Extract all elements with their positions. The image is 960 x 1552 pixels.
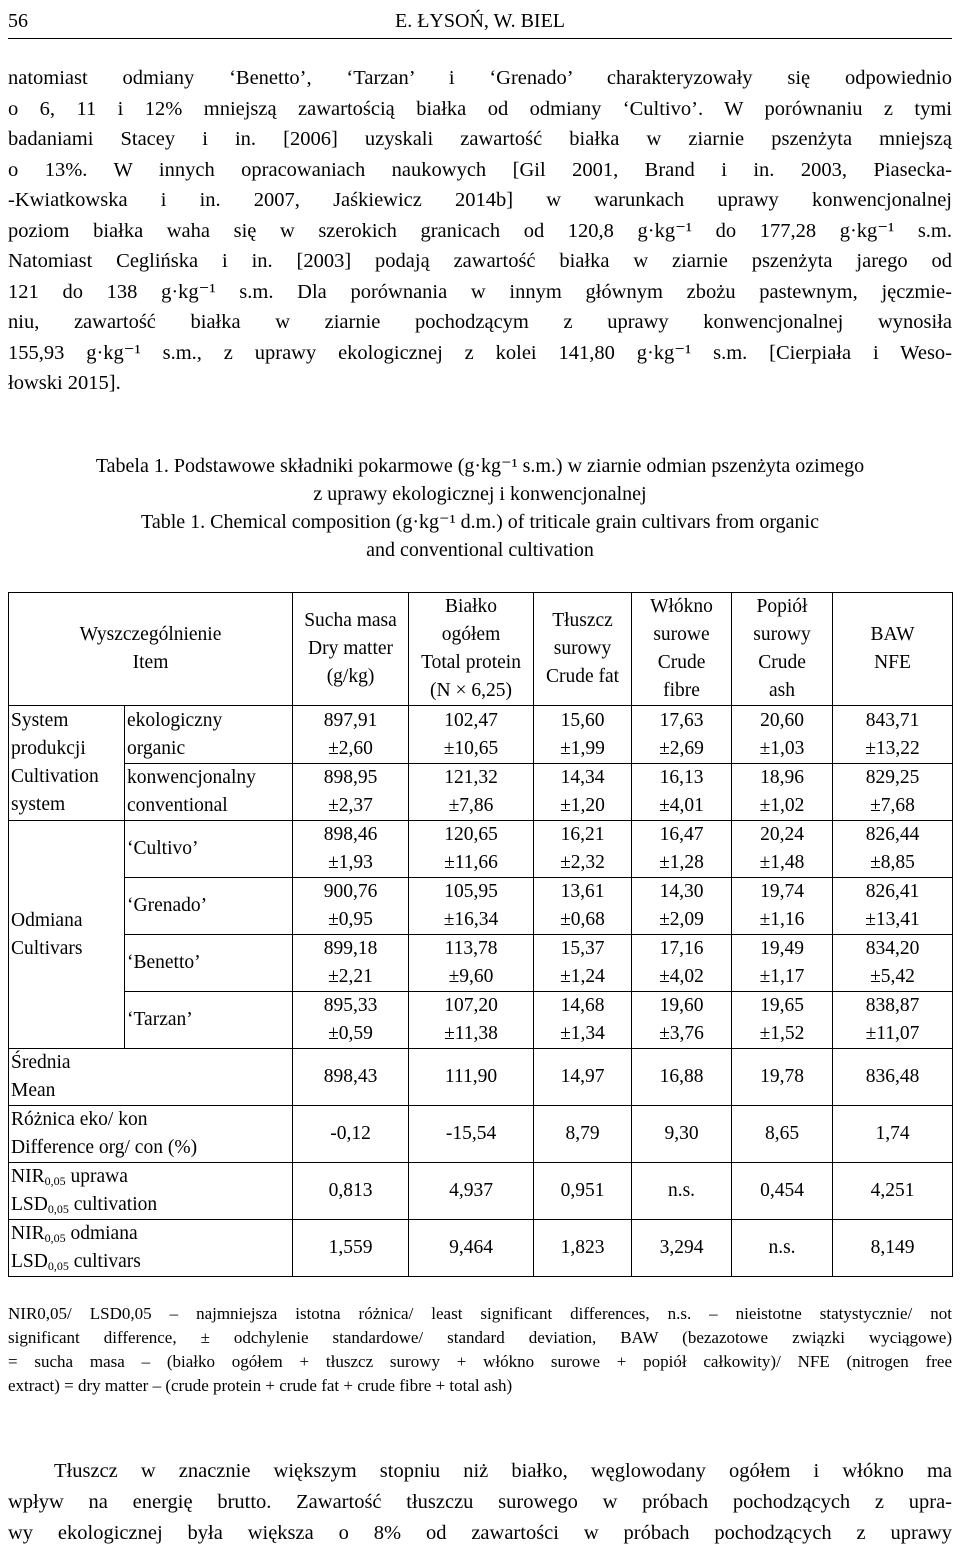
header-line: Sucha masa bbox=[304, 610, 397, 631]
label-line: conventional bbox=[127, 795, 228, 816]
value: 826,44 bbox=[865, 824, 920, 845]
header-line: Crude fat bbox=[545, 666, 620, 687]
sd: ±13,41 bbox=[865, 909, 920, 930]
sd: ±7,68 bbox=[870, 795, 915, 816]
row-label bbox=[125, 706, 293, 764]
cell bbox=[632, 935, 732, 992]
sd: ±1,17 bbox=[759, 966, 805, 987]
header-line: Dry matter bbox=[308, 638, 394, 659]
label-text: odmiana bbox=[65, 1223, 138, 1244]
cell: 898,43 bbox=[293, 1049, 409, 1106]
footnote-line: extract) = dry matter – (crude protein + crude fat + crude fibre + total ash) bbox=[8, 1376, 513, 1395]
text-line: niu, zawartość białka w ziarnie pochodzącym z uprawy konwencjonalnej wynosiła bbox=[8, 311, 952, 333]
lsd-cultivars-row bbox=[9, 1220, 953, 1277]
value: 843,71 bbox=[865, 709, 920, 731]
table-row bbox=[9, 935, 953, 992]
cell: 14,97 bbox=[534, 1049, 632, 1106]
text-line: Natomiast Ceglińska i in. [2003] podają zawartość białka w ziarnie pszenżyta jarego od bbox=[8, 250, 952, 272]
cell: 0,951 bbox=[534, 1163, 632, 1220]
cell bbox=[534, 764, 632, 821]
value: 14,68 bbox=[560, 995, 605, 1016]
text-line: -Kwiatkowska i in. 2007, Jaśkiewicz 2014b] w warunkach uprawy konwencjonalnej bbox=[8, 189, 952, 211]
label-line: Średnia bbox=[11, 1052, 71, 1073]
subscript: 0,05 bbox=[44, 1231, 66, 1245]
running-authors: E. ŁYSOŃ, W. BIEL bbox=[395, 10, 565, 32]
table-row bbox=[9, 706, 953, 764]
header-line: (N × 6,25) bbox=[430, 680, 512, 701]
cell: 8,149 bbox=[833, 1220, 953, 1277]
value: 826,41 bbox=[865, 881, 920, 902]
value: 19,49 bbox=[760, 938, 804, 959]
label-line bbox=[11, 1220, 290, 1248]
label-line: ‘Benetto’ bbox=[127, 952, 201, 973]
subscript: 0,05 bbox=[44, 1174, 66, 1188]
cell: 9,30 bbox=[632, 1106, 732, 1163]
label-line: ekologiczny bbox=[127, 709, 223, 731]
header-line: Crude bbox=[758, 652, 806, 673]
lsd-cultivation-row bbox=[9, 1163, 953, 1220]
header-line: Włókno bbox=[650, 596, 713, 617]
label-line: organic bbox=[127, 737, 186, 759]
cell bbox=[833, 878, 953, 935]
row-label bbox=[9, 1106, 293, 1163]
label-line: ‘Cultivo’ bbox=[127, 838, 199, 859]
paragraph-2 bbox=[8, 1456, 952, 1549]
row-label bbox=[125, 992, 293, 1049]
cell: 1,823 bbox=[534, 1220, 632, 1277]
label-line: produkcji bbox=[11, 738, 86, 759]
text-line: 121 do 138 g·kg⁻¹ s.m. Dla porównania w innym głównym zbożu pastewnym, jęczmie- bbox=[8, 280, 952, 303]
footnote-line: NIR0,05/ LSD0,05 – najmniejsza istotna różnica/ least significant differences, n.s. – nieistotne statystycznie/ not bbox=[8, 1304, 952, 1323]
text-line: poziom białka waha się w szerokich granicach od 120,8 g·kg⁻¹ do 177,28 g·kg⁻¹ s.m. bbox=[8, 219, 952, 242]
text-line: wpływ na energię brutto. Zawartość tłuszczu surowego w próbach pochodzących z upra- bbox=[8, 1491, 952, 1513]
text-line: badaniami Stacey i in. [2006] uzyskali zawartość białka w ziarnie pszenżyta mniejszą bbox=[8, 128, 952, 150]
sd: ±1,52 bbox=[759, 1023, 805, 1044]
cell bbox=[732, 821, 833, 878]
row-label bbox=[9, 1220, 293, 1277]
cell bbox=[632, 992, 732, 1049]
value: 834,20 bbox=[865, 938, 920, 959]
cell: 1,74 bbox=[833, 1106, 953, 1163]
text-line: łowski 2015]. bbox=[8, 372, 121, 394]
value: 16,13 bbox=[659, 767, 704, 788]
header-fibre bbox=[632, 593, 732, 706]
cell bbox=[732, 935, 833, 992]
cell: 3,294 bbox=[632, 1220, 732, 1277]
header-line: Crude bbox=[657, 652, 706, 673]
header-ash bbox=[732, 593, 833, 706]
label-line: ‘Tarzan’ bbox=[127, 1009, 193, 1030]
header-line: ogółem bbox=[441, 624, 501, 645]
cell bbox=[409, 992, 534, 1049]
label-line: system bbox=[11, 794, 66, 815]
system-group-label bbox=[9, 706, 125, 821]
sd: ±10,65 bbox=[443, 737, 499, 759]
cell bbox=[293, 706, 409, 764]
cell: n.s. bbox=[732, 1220, 833, 1277]
label-line: System bbox=[11, 710, 69, 731]
value: 898,46 bbox=[323, 824, 378, 845]
table-row bbox=[9, 992, 953, 1049]
value: 19,74 bbox=[760, 881, 804, 902]
cell bbox=[833, 764, 953, 821]
text-line: Tłuszcz w znacznie większym stopniu niż białko, węglowodany ogółem i włókno ma bbox=[54, 1460, 952, 1482]
cell: 9,464 bbox=[409, 1220, 534, 1277]
sd: ±1,20 bbox=[560, 795, 605, 816]
value: 829,25 bbox=[865, 767, 920, 788]
header-line: BAW bbox=[870, 624, 915, 645]
cell: 836,48 bbox=[833, 1049, 953, 1106]
cell bbox=[632, 878, 732, 935]
table-row bbox=[9, 878, 953, 935]
sd: ±1,34 bbox=[560, 1023, 605, 1044]
cell bbox=[833, 821, 953, 878]
cell bbox=[732, 706, 833, 764]
label-line: Cultivars bbox=[11, 937, 83, 959]
label-line: Mean bbox=[11, 1080, 56, 1101]
sd: ±2,21 bbox=[328, 966, 373, 987]
header-item-en: Item bbox=[132, 652, 169, 673]
sd: ±1,02 bbox=[759, 795, 805, 816]
sd: ±0,59 bbox=[328, 1023, 373, 1044]
value: 120,65 bbox=[444, 824, 498, 845]
lsd-text: LSD bbox=[11, 1251, 48, 1272]
label-line bbox=[11, 1163, 290, 1191]
value: 14,34 bbox=[560, 767, 605, 788]
subscript: 0,05 bbox=[47, 1259, 69, 1273]
header-line: surowy bbox=[553, 638, 612, 659]
cell bbox=[632, 821, 732, 878]
value: 113,78 bbox=[444, 938, 498, 959]
sd: ±0,95 bbox=[328, 909, 373, 930]
cell: 1,559 bbox=[293, 1220, 409, 1277]
sd: ±1,24 bbox=[560, 966, 605, 987]
cell bbox=[534, 878, 632, 935]
row-label bbox=[125, 935, 293, 992]
cell bbox=[293, 821, 409, 878]
cell: -15,54 bbox=[409, 1106, 534, 1163]
value: 20,24 bbox=[760, 824, 804, 845]
header-line: Białko bbox=[445, 596, 498, 617]
value: 14,30 bbox=[659, 881, 704, 902]
sd: ±1,99 bbox=[560, 737, 605, 759]
cell bbox=[293, 992, 409, 1049]
sd: ±16,34 bbox=[443, 909, 499, 930]
cell bbox=[409, 821, 534, 878]
row-label bbox=[125, 878, 293, 935]
cell: 0,454 bbox=[732, 1163, 833, 1220]
footnote-line: = sucha masa – (białko ogółem + tłuszcz surowy + włókno surowe + popiół całkowity)/ NFE (nitrogen free bbox=[8, 1352, 952, 1371]
cell bbox=[732, 992, 833, 1049]
cell bbox=[293, 764, 409, 821]
table-caption-en-2: and conventional cultivation bbox=[366, 539, 594, 561]
table-row bbox=[9, 821, 953, 878]
cell bbox=[534, 821, 632, 878]
lsd-text: LSD bbox=[11, 1194, 48, 1215]
row-label bbox=[125, 821, 293, 878]
cell: 16,88 bbox=[632, 1049, 732, 1106]
sd: ±7,86 bbox=[448, 795, 494, 816]
row-label bbox=[9, 1163, 293, 1220]
value: 20,60 bbox=[760, 709, 804, 731]
header-dry-matter bbox=[293, 593, 409, 706]
label-line bbox=[11, 1248, 290, 1276]
value: 895,33 bbox=[323, 995, 378, 1016]
value: 898,95 bbox=[323, 767, 378, 788]
label-text: cultivation bbox=[68, 1194, 158, 1215]
sd: ±3,76 bbox=[659, 1023, 704, 1044]
cell bbox=[534, 992, 632, 1049]
header-line: ash bbox=[769, 680, 796, 701]
value: 838,87 bbox=[865, 995, 920, 1016]
sd: ±0,68 bbox=[560, 909, 605, 930]
cell: 8,79 bbox=[534, 1106, 632, 1163]
cell: 4,937 bbox=[409, 1163, 534, 1220]
cell bbox=[534, 935, 632, 992]
sd: ±1,28 bbox=[659, 852, 704, 873]
table-row bbox=[9, 764, 953, 821]
row-label bbox=[9, 1049, 293, 1106]
value: 18,96 bbox=[760, 767, 804, 788]
sd: ±2,37 bbox=[328, 795, 373, 816]
cultivars-group-label bbox=[9, 821, 125, 1049]
cell bbox=[409, 935, 534, 992]
sd: ±11,38 bbox=[444, 1023, 498, 1044]
value: 17,63 bbox=[659, 709, 704, 731]
value: 102,47 bbox=[444, 709, 498, 731]
sd: ±11,66 bbox=[444, 852, 498, 873]
text-line: 155,93 g·kg⁻¹ s.m., z uprawy ekologicznej z kolei 141,80 g·kg⁻¹ s.m. [Cierpiała i Weso- bbox=[8, 341, 952, 364]
header-line: surowy bbox=[753, 624, 811, 645]
header-line: Tłuszcz bbox=[552, 610, 613, 631]
cell bbox=[833, 935, 953, 992]
sd: ±2,32 bbox=[560, 852, 605, 873]
cell bbox=[632, 706, 732, 764]
sd: ±8,85 bbox=[870, 852, 915, 873]
text-line: o 6, 11 i 12% mniejszą zawartością białka od odmiany ‘Cultivo’. W porównaniu z tymi bbox=[8, 97, 952, 120]
paragraph-1 bbox=[8, 63, 952, 399]
value: 19,60 bbox=[659, 995, 704, 1016]
sd: ±2,09 bbox=[659, 909, 704, 930]
value: 900,76 bbox=[323, 881, 378, 902]
header-nfe bbox=[833, 593, 953, 706]
footnote-line: significant difference, ± odchylenie standardowe/ standard deviation, BAW (bezazotowe związki wyciągowe) bbox=[8, 1328, 952, 1347]
sd: ±4,01 bbox=[659, 795, 704, 816]
cell bbox=[293, 878, 409, 935]
cell bbox=[833, 992, 953, 1049]
table-footnote bbox=[8, 1302, 952, 1398]
composition-table bbox=[8, 592, 953, 1277]
label-line: konwencjonalny bbox=[127, 767, 256, 788]
sd: ±1,48 bbox=[759, 852, 805, 873]
cell bbox=[632, 764, 732, 821]
cell bbox=[409, 764, 534, 821]
value: 13,61 bbox=[560, 881, 605, 902]
value: 15,37 bbox=[560, 938, 605, 959]
header-item bbox=[9, 593, 293, 706]
value: 17,16 bbox=[659, 938, 704, 959]
sd: ±4,02 bbox=[659, 966, 704, 987]
value: 899,18 bbox=[323, 938, 378, 959]
text-line: natomiast odmiany ‘Benetto’, ‘Tarzan’ i ‘Grenado’ charakteryzowały się odpowiednio bbox=[8, 67, 952, 89]
value: 121,32 bbox=[444, 767, 498, 788]
difference-row bbox=[9, 1106, 953, 1163]
cell: 0,813 bbox=[293, 1163, 409, 1220]
table-caption-pl-1: Tabela 1. Podstawowe składniki pokarmowe (g·kg⁻¹ s.m.) w ziarnie odmian pszenżyta ozimego bbox=[95, 455, 865, 477]
table-caption-pl-2: z uprawy ekologicznej i konwencjonalnej bbox=[313, 483, 647, 505]
sd: ±11,07 bbox=[865, 1023, 920, 1044]
page-number: 56 bbox=[8, 10, 28, 32]
header-line: NFE bbox=[874, 652, 911, 673]
value: 107,20 bbox=[444, 995, 498, 1016]
cell: n.s. bbox=[632, 1163, 732, 1220]
header-line: surowe bbox=[653, 624, 710, 645]
cell bbox=[534, 706, 632, 764]
header-protein bbox=[409, 593, 534, 706]
label-line: Difference org/ con (%) bbox=[11, 1137, 198, 1158]
sd: ±2,60 bbox=[328, 737, 373, 759]
cell bbox=[409, 706, 534, 764]
sd: ±1,93 bbox=[328, 852, 373, 873]
subscript: 0,05 bbox=[47, 1202, 69, 1216]
text-line: wy ekologicznej była większa o 8% od zawartości w próbach pochodzących z uprawy bbox=[8, 1522, 952, 1544]
label-line bbox=[11, 1191, 290, 1219]
sd: ±2,69 bbox=[659, 737, 704, 759]
cell bbox=[732, 764, 833, 821]
value: 16,21 bbox=[560, 824, 605, 845]
sd: ±13,22 bbox=[865, 737, 920, 759]
header-line: fibre bbox=[663, 680, 700, 701]
header-line: Total protein bbox=[421, 652, 521, 673]
cell bbox=[293, 935, 409, 992]
value: 16,47 bbox=[659, 824, 704, 845]
header-fat bbox=[534, 593, 632, 706]
cell: -0,12 bbox=[293, 1106, 409, 1163]
mean-row bbox=[9, 1049, 953, 1106]
cell bbox=[409, 878, 534, 935]
header-line: (g/kg) bbox=[326, 666, 375, 687]
label-line: Różnica eko/ kon bbox=[11, 1109, 148, 1130]
label-line: ‘Grenado’ bbox=[127, 895, 208, 916]
header-item-pl: Wyszczególnienie bbox=[79, 624, 222, 645]
cell bbox=[732, 878, 833, 935]
value: 105,95 bbox=[444, 881, 498, 902]
text-line: o 13%. W innych opracowaniach naukowych [Gil 2001, Brand i in. 2003, Piasecka- bbox=[8, 158, 952, 181]
running-header bbox=[8, 4, 952, 39]
cell: 19,78 bbox=[732, 1049, 833, 1106]
sd: ±1,03 bbox=[759, 737, 805, 759]
label-text: uprawa bbox=[65, 1166, 128, 1187]
label-line: Odmiana bbox=[11, 909, 83, 931]
header-row bbox=[9, 593, 953, 706]
header-line: Popiół bbox=[756, 596, 808, 617]
sd: ±9,60 bbox=[448, 966, 494, 987]
table-caption-en-1: Table 1. Chemical composition (g·kg⁻¹ d.m.) of triticale grain cultivars from organic bbox=[141, 511, 819, 533]
cell: 4,251 bbox=[833, 1163, 953, 1220]
row-label bbox=[125, 764, 293, 821]
value: 897,91 bbox=[323, 709, 378, 731]
label-text: cultivars bbox=[68, 1251, 141, 1272]
sd: ±1,16 bbox=[759, 909, 805, 930]
cell bbox=[833, 706, 953, 764]
nir-text: NIR bbox=[11, 1166, 45, 1187]
cell: 111,90 bbox=[409, 1049, 534, 1106]
value: 15,60 bbox=[560, 709, 605, 731]
nir-text: NIR bbox=[11, 1223, 45, 1244]
sd: ±5,42 bbox=[870, 966, 915, 987]
value: 19,65 bbox=[760, 995, 804, 1016]
cell: 8,65 bbox=[732, 1106, 833, 1163]
label-line: Cultivation bbox=[11, 766, 99, 787]
